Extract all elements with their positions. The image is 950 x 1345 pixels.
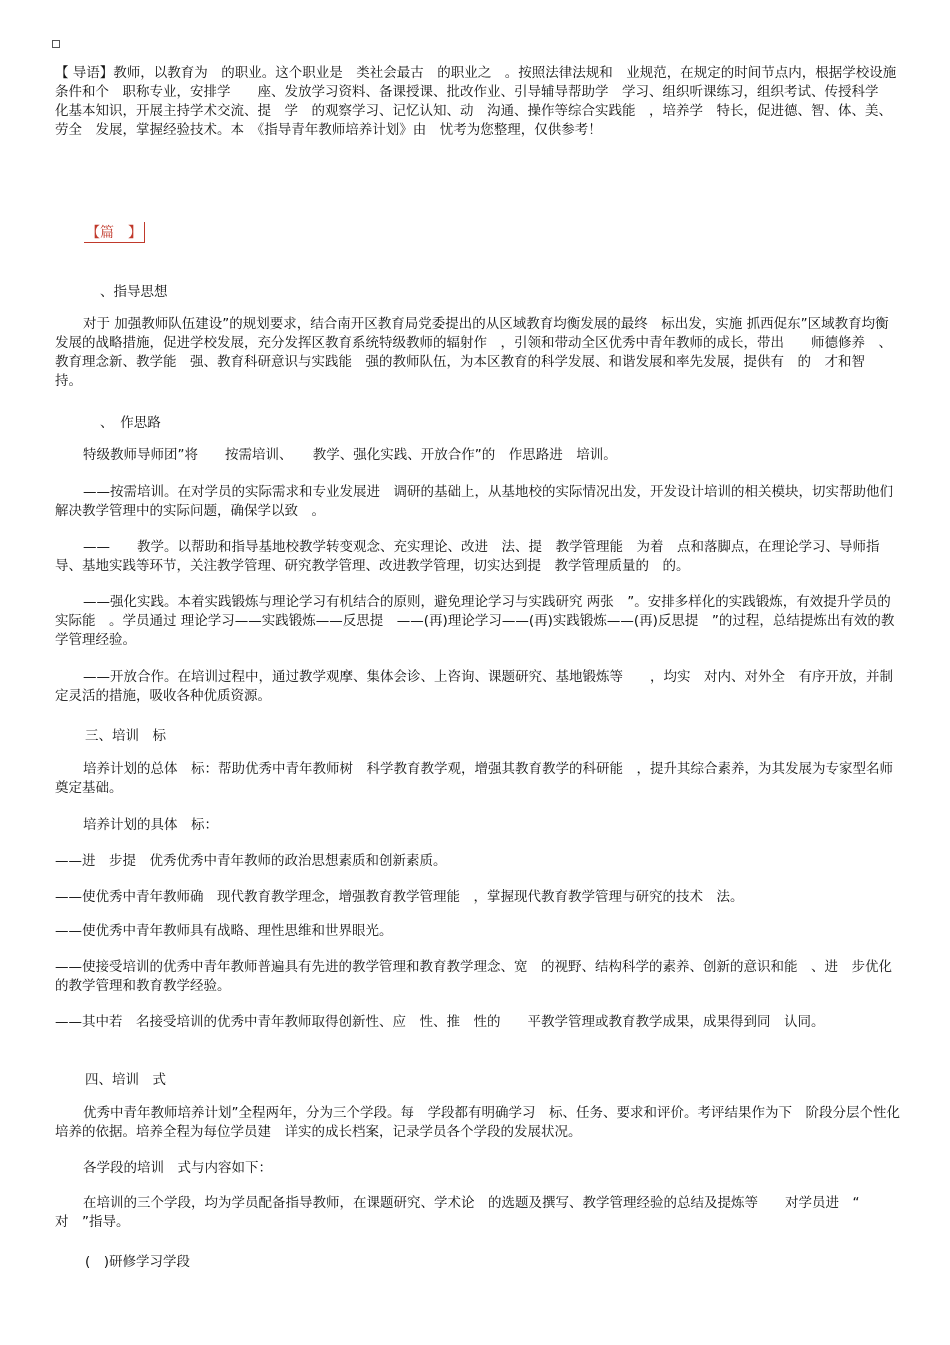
- section-2-paragraph-5: ——开放合作。在培训过程中，通过教学观摩、集体会诊、上咨询、课题研究、基地锻炼等 ，均实 对内、对外全 有序开放，并制定灵活的措施，吸收各种优质资源。: [55, 669, 893, 704]
- section-3-item-2: ——使优秀中青年教师确 现代教育教学理念，增强教育教学管理能 ，掌握现代教育教学管理与研究的技术 法。: [55, 889, 744, 905]
- section-3-paragraph-2: 培养计划的具体 标：: [83, 817, 218, 833]
- section-2-paragraph-3: —— 教学。以帮助和指导基地校教学转变观念、充实理论、改进 法、提 教学管理能 为着 点和落脚点，在理论学习、导师指导、基地实践等环节，关注教学管理、研究教学管理、改进教学管理，切实达到提 教学管理质量的 的。: [55, 539, 880, 574]
- section-2-paragraph-1: 特级教师导师团”将 按需培训、 教学、强化实践、开放合作”的 作思路进 培训。: [83, 447, 617, 463]
- page-marker: [52, 40, 60, 48]
- article-tag: 【篇 】: [84, 222, 145, 243]
- section-4-paragraph-1: 优秀中青年教师培养计划”全程两年，分为三个学段。每 学段都有明确学习 标、任务、要求和评价。考评结果作为下 阶段分层个性化培养的依据。培养全程为每位学员建 详实的成长档案，记录学员各个学段的发展状况。: [55, 1105, 900, 1140]
- section-4-title: 四、培训 式: [85, 1072, 166, 1088]
- section-4-paragraph-3: 在培训的三个学段，均为学员配备指导教师，在课题研究、学术论 的选题及撰写、教学管理经验的总结及提炼等 对学员进 “ 对 ”指导。: [55, 1195, 860, 1230]
- section-2-paragraph-2: ——按需培训。在对学员的实际需求和专业发展进 调研的基础上，从基地校的实际情况出发，开发设计培训的相关模块，切实帮助他们解决教学管理中的实际问题，确保学以致 。: [55, 484, 893, 519]
- section-3-item-5: ——其中若 名接受培训的优秀中青年教师取得创新性、应 性、推 性的 平教学管理或教育教学成果，成果得到同 认同。: [55, 1014, 825, 1030]
- section-3-item-1: ——进 步提 优秀优秀中青年教师的政治思想素质和创新素质。: [55, 853, 447, 869]
- section-3-paragraph-1: 培养计划的总体 标：帮助优秀中青年教师树 科学教育教学观，增强其教育教学的科研能 ，提升其综合素养，为其发展为专家型名师奠定基础。: [55, 761, 893, 796]
- section-4-subtitle: ( )研修学习学段: [85, 1254, 191, 1270]
- section-1-title: 、指导思想: [100, 284, 168, 300]
- intro-paragraph: 【 导语】教师，以教育为 的职业。这个职业是 类社会最古 的职业之 。按照法律法规和 业规范，在规定的时间节点内，根据学校设施条件和个 职称专业，安排学 座、发放学习资料、备课授课、批改作业、引导辅导帮助学 学习、组织听课练习，组织考试、传授科学 化基本知识，开展主持学术交流、提 学 的观察学习、记忆认知、动 沟通、操作等综合实践能 ，培养学 特长，促进德、智、体、美、劳全 发展，掌握经验技术。本 《指导青年教师培养计划》由 忧考为您整理，仅供参考！: [55, 65, 897, 138]
- section-3-item-3: ——使优秀中青年教师具有战略、理性思维和世界眼光。: [55, 923, 393, 939]
- section-2-title: 、 作思路: [100, 415, 161, 431]
- section-4-paragraph-2: 各学段的培训 式与内容如下：: [83, 1160, 272, 1176]
- section-1-paragraph: 对于 加强教师队伍建设”的规划要求，结合南开区教育局党委提出的从区域教育均衡发展的最终 标出发，实施 抓西促东”区域教育均衡发展的战略措施，促进学校发展，充分发挥区教育系统特级教师的辐射作 ，引领和带动全区优秀中青年教师的成长，带出 师德修养 、教育理念新、教学能 强、教育科研意识与实践能 强的教师队伍，为本区教育的科学发展、和谐发展和率先发展，提供有 的 才和智 持。: [55, 316, 892, 389]
- section-2-paragraph-4: ——强化实践。本着实践锻炼与理论学习有机结合的原则，避免理论学习与实践研究 两张 ”。安排多样化的实践锻炼，有效提升学员的实际能 。学员通过 理论学习——实践锻炼——反思提 ——(再)理论学习——(再)实践锻炼——(再)反思提 ”的过程，总结提炼出有效的教学管理经验。: [55, 594, 895, 648]
- section-3-title: 三、培训 标: [85, 728, 166, 744]
- section-3-item-4: ——使接受培训的优秀中青年教师普遍具有先进的教学管理和教育教学理念、宽 的视野、结构科学的素养、创新的意识和能 、进 步优化的教学管理和教育教学经验。: [55, 959, 892, 994]
